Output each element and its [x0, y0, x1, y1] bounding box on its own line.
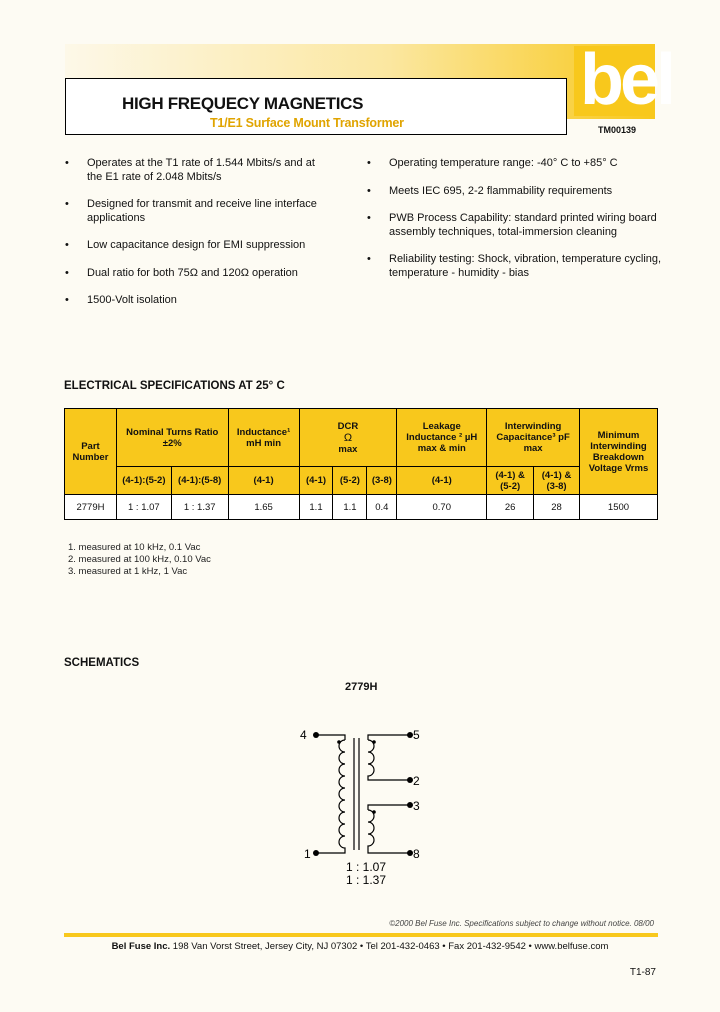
subheader-inductance: (4-1) [228, 467, 299, 495]
cell-dcr-c: 0.4 [367, 495, 397, 520]
note-item: 3. measured at 1 kHz, 1 Vac [68, 566, 188, 577]
cell-dcr-a: 1.1 [299, 495, 333, 520]
pin-dot [313, 850, 319, 856]
turns-ratio-1: 1 : 1.07 [346, 860, 387, 874]
subheader-dcr-c: (3-8) [367, 467, 397, 495]
copyright-notice: ©2000 Bel Fuse Inc. Specifications subject to change without notice. 08/00 [389, 919, 654, 928]
document-code: TM00139 [598, 125, 637, 135]
pin-label: 8 [413, 847, 420, 861]
header-dcr [299, 409, 397, 467]
cell-cap-a: 26 [487, 495, 534, 520]
table-row [65, 495, 658, 520]
transformer-schematic [295, 718, 435, 888]
page-number: T1-87 [629, 967, 656, 978]
feature-item: • Operating temperature range: -40° C to +85° C [367, 157, 667, 171]
feature-item: • Meets IEC 695, 2-2 flammability requirements [367, 185, 667, 199]
pin-label: 4 [300, 728, 307, 742]
secondary-coil-lower [368, 810, 410, 853]
subheader-leakage: (4-1) [397, 467, 487, 495]
feature-item: • Dual ratio for both 75Ω and 120Ω operation [65, 267, 330, 281]
subheader-dcr-a: (4-1) [299, 467, 333, 495]
header-breakdown: Minimum Interwinding Breakdown Voltage Vrms [580, 409, 658, 495]
subheader-turns-b: (4-1):(5-8) [171, 467, 228, 495]
pin-label: 1 [304, 847, 311, 861]
wire-pin5 [368, 735, 410, 740]
feature-item: • PWB Process Capability: standard printed wiring board assembly techniques, total-immersion cleaning [367, 212, 667, 239]
bel-logo [504, 40, 673, 120]
feature-item: • Reliability testing: Shock, vibration, temperature cycling, temperature - humidity - bias [367, 253, 667, 280]
feature-item: • 1500-Volt isolation [65, 294, 330, 308]
cell-breakdown: 1500 [580, 495, 658, 520]
feature-item: • Operates at the T1 rate of 1.544 Mbits/s and at the E1 rate of 2.048 Mbits/s [65, 157, 330, 184]
cell-part: 2779H [65, 495, 117, 520]
polarity-dot [372, 740, 376, 744]
cell-leakage: 0.70 [397, 495, 487, 520]
header-leakage: Leakage Inductance ² µH max & min [397, 409, 487, 467]
dcr-max-label: max [338, 443, 358, 455]
feature-item: • Low capacitance design for EMI suppression [65, 239, 330, 253]
footer-address [0, 941, 720, 952]
spec-notes [68, 542, 211, 578]
note-item: 1. measured at 10 kHz, 0.1 Vac [68, 542, 201, 553]
cell-cap-b: 28 [534, 495, 580, 520]
cell-dcr-b: 1.1 [333, 495, 367, 520]
polarity-dot [337, 740, 341, 744]
company-name: Bel Fuse Inc. [111, 941, 171, 952]
header-capacitance: Interwinding Capacitance³ pF max [487, 409, 580, 467]
header-part-number: Part Number [65, 409, 117, 495]
footer-divider [64, 933, 658, 937]
dcr-label: DCR [337, 420, 359, 432]
cell-turns-b: 1 : 1.37 [171, 495, 228, 520]
secondary-coil-upper [368, 740, 410, 780]
address-text: 198 Van Vorst Street, Jersey City, NJ 07302 • Tel 201-432-0463 • Fax 201-432-9542 • www.belfuse.com [170, 941, 609, 952]
feature-list-right [367, 157, 667, 294]
note-item: 2. measured at 100 kHz, 0.10 Vac [68, 554, 211, 565]
subheader-cap-a: (4-1) & (5-2) [487, 467, 534, 495]
subheader-cap-b: (4-1) & (3-8) [534, 467, 580, 495]
pin-label: 3 [413, 799, 420, 813]
cell-inductance: 1.65 [228, 495, 299, 520]
specs-title: ELECTRICAL SPECIFICATIONS AT 25° C [64, 380, 285, 392]
header-inductance: Inductance¹ mH min [228, 409, 299, 467]
turns-ratio-2: 1 : 1.37 [346, 873, 387, 887]
omega-symbol: Ω [343, 431, 353, 444]
primary-coil [316, 740, 345, 853]
wire-pin3 [368, 805, 410, 810]
subheader-dcr-b: (5-2) [333, 467, 367, 495]
logo-text: bel [580, 40, 673, 120]
pin-label: 5 [413, 728, 420, 742]
pin-dot [313, 732, 319, 738]
cell-turns-a: 1 : 1.07 [116, 495, 171, 520]
specs-table [64, 408, 658, 520]
subheader-turns-a: (4-1):(5-2) [116, 467, 171, 495]
feature-list-left [65, 157, 330, 322]
schematic-part-label: 2779H [345, 681, 378, 693]
pin-label: 2 [413, 774, 420, 788]
feature-item: • Designed for transmit and receive line interface applications [65, 198, 330, 225]
page-subtitle: T1/E1 Surface Mount Transformer [210, 116, 404, 130]
wire-pin4 [316, 735, 345, 740]
polarity-dot [372, 810, 376, 814]
page-title: HIGH FREQUECY MAGNETICS [122, 94, 364, 113]
schematics-title: SCHEMATICS [64, 657, 140, 669]
header-turns-ratio: Nominal Turns Ratio ±2% [116, 409, 228, 467]
